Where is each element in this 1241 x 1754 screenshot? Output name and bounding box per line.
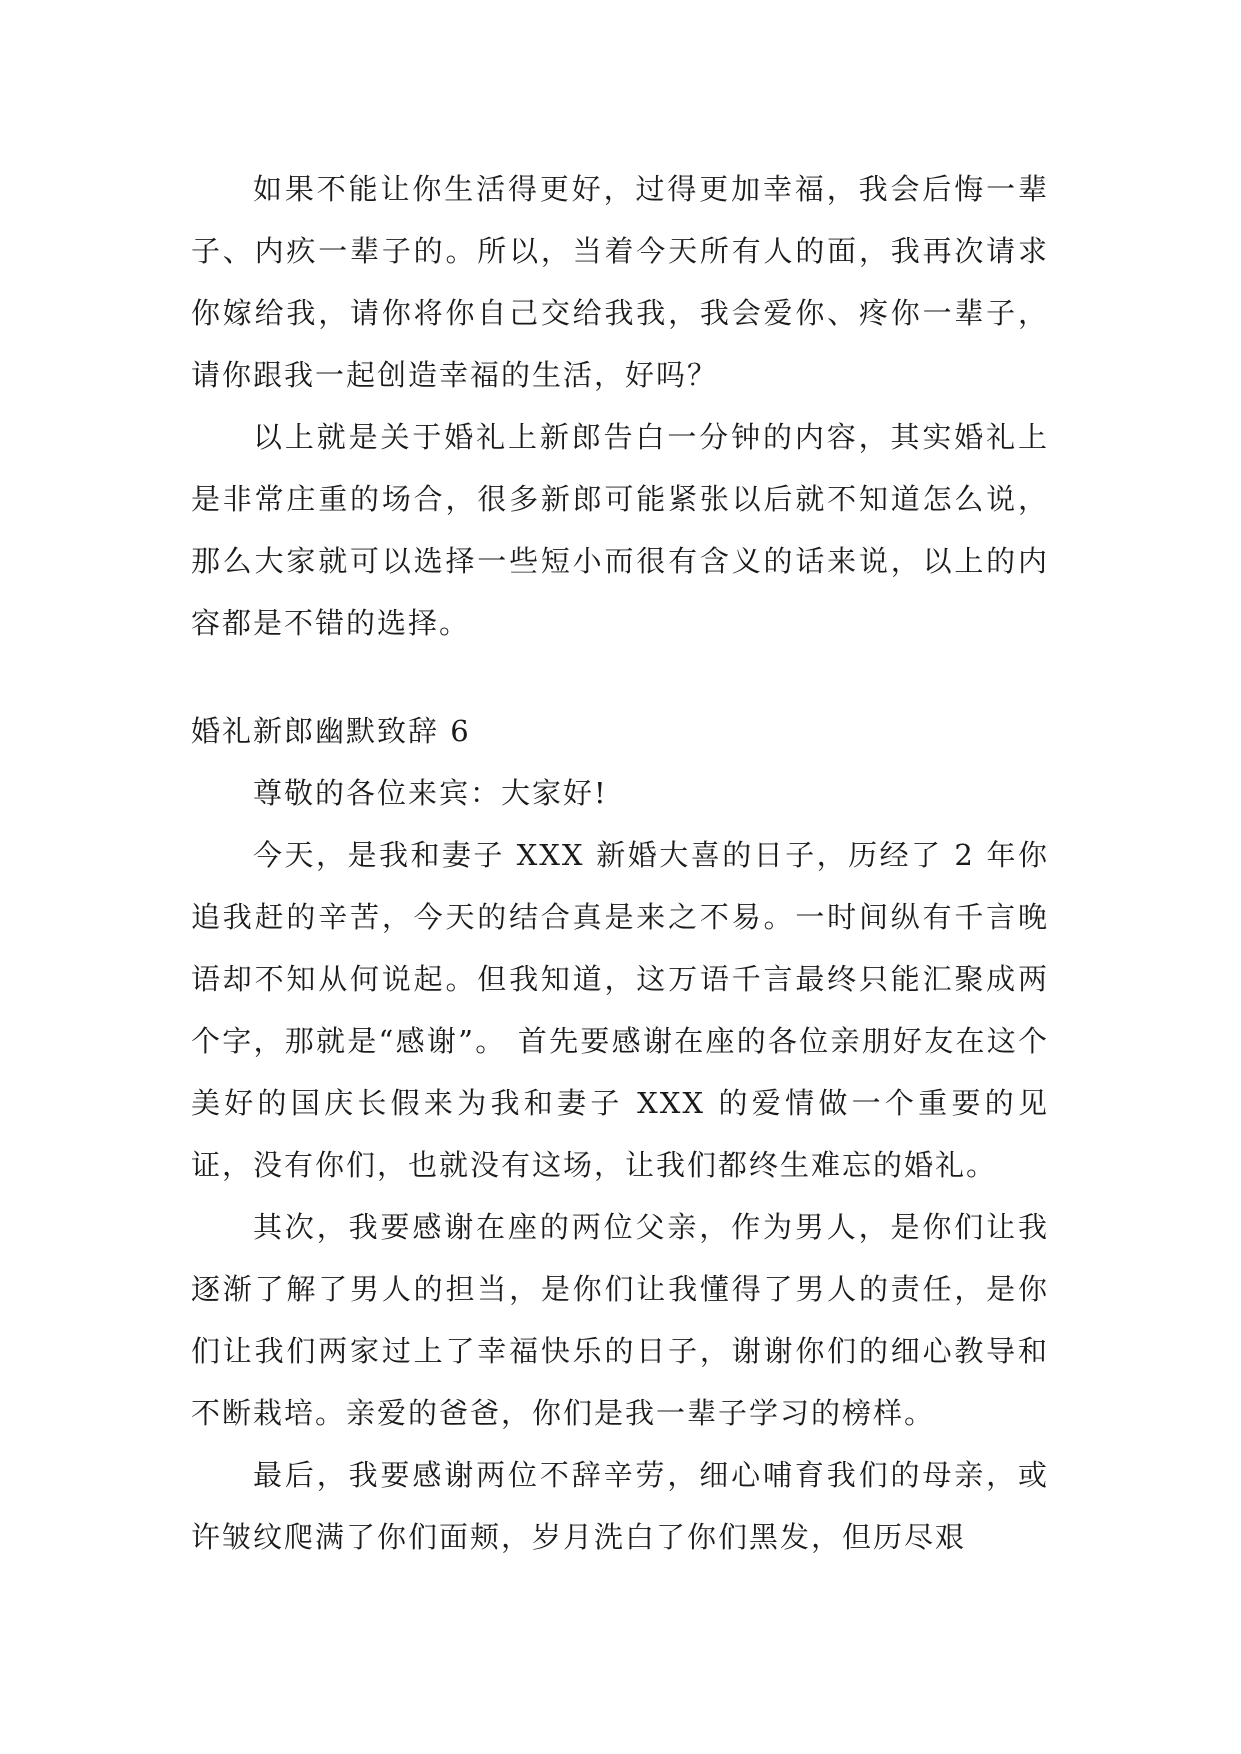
paragraph-summary: 以上就是关于婚礼上新郎告白一分钟的内容，其实婚礼上是非常庄重的场合，很多新郎可能紧张以后就不知道怎么说，那么大家就可以选择一些短小而很有含义的话来说，以上的内容都是不错的选择。 [191,420,1049,640]
paragraph-thanks-mothers: 最后，我要感谢两位不辞辛劳，细心哺育我们的母亲，或许皱纹爬满了你们面颊，岁月洗白了你们黑发，但历尽艰 [191,1458,1049,1554]
section-title: 婚礼新郎幽默致辞 6 [191,714,471,748]
paragraph-greeting: 尊敬的各位来宾：大家好! [253,776,608,810]
paragraph-thanks-fathers: 其次，我要感谢在座的两位父亲，作为男人，是你们让我逐渐了解了男人的担当，是你们让我懂得了男人的责任，是你们让我们两家过上了幸福快乐的日子，谢谢你们的细心教导和不断栽培。亲爱的爸爸，你们是我一辈子学习的榜样。 [191,1210,1049,1430]
document-body [191,158,1049,1568]
paragraph-proposal: 如果不能让你生活得更好，过得更加幸福，我会后悔一辈子、内疚一辈子的。所以，当着今天所有人的面，我再次请求你嫁给我，请你将你自己交给我我，我会爱你、疼你一辈子，请你跟我一起创造幸福的生活，好吗？ [191,172,1049,392]
paragraph-thanks-guests: 今天，是我和妻子 XXX 新婚大喜的日子，历经了 2 年你追我赶的辛苦，今天的结合真是来之不易。一时间纵有千言晚语却不知从何说起。但我知道，这万语千言最终只能汇聚成两个字，那就是“感谢”。 首先要感谢在座的各位亲朋好友在这个美好的国庆长假来为我和妻子 XXX 的爱情做一个重要的见证，没有你们，也就没有这场，让我们都终生难忘的婚礼。 [191,838,1049,1182]
